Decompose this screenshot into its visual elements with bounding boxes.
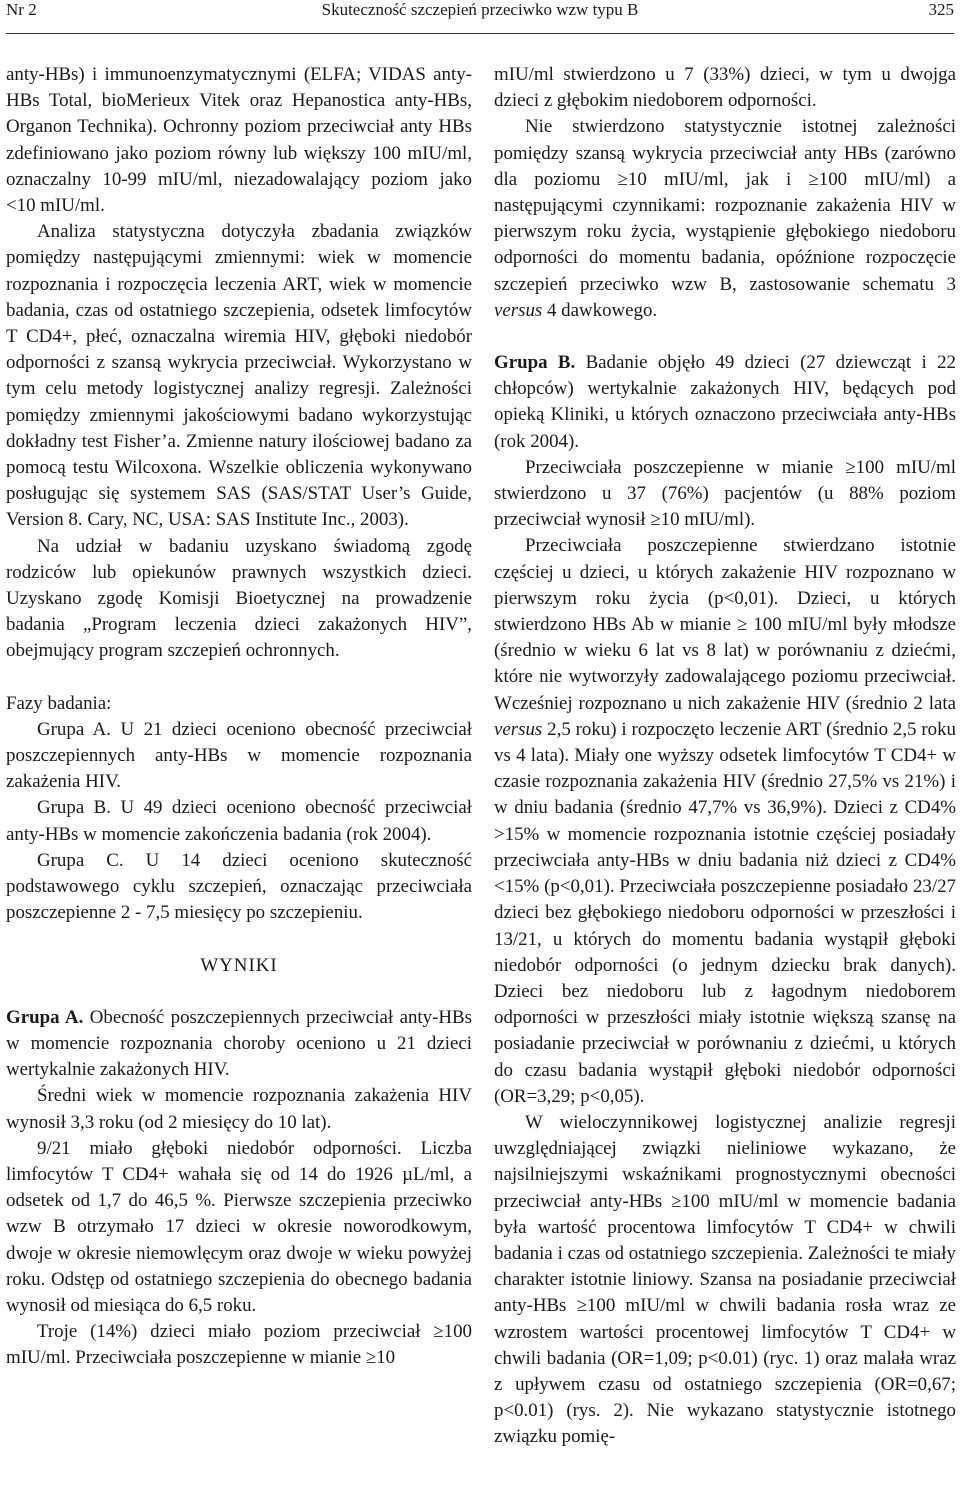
group-a-label: Grupa A. — [6, 1006, 84, 1028]
right-column — [494, 62, 956, 1451]
methods-paragraph-3: Na udział w badaniu uzyskano świadomą zgodę rodziców lub opiekunów prawnych wszystkich dzieci. Uzyskano zgodę Komisji Bioetycznej na prowadzenie badania „Program leczenia dzieci zakażonych HIV”, obejmujący program szczepień ochronnych. — [6, 535, 472, 662]
group-b-p3-part-2: 2,5 roku) i rozpoczęto leczenie ART (średnio 2,5 roku vs 4 lata). Miały one wyższy odsetek limfocytów T CD4+ w czasie rozpoznania zakażenia HIV (średnio 27,5% vs 21%) i w dniu badania (średnio 47,7% vs 36,9%). Dzieci z CD4% >15% w momencie rozpoznania istotnie częściej posiadały przeciwciała anty-HBs w dniu badania niż dzieci z CD4% <15% (p<0,01). Przeciwciała poszczepienne posiadało 23/27 dzieci bez głębokiego niedoboru odporności w przeszłości i 13/21, u których do momentu badania wystąpił głęboki niedobór odporności (o jednym dziecku brak danych). Dzieci bez niedoboru lub z łagodnym niedoborem odporności w przeszłości miały istotnie większą szansę na posiadanie przeciwciał w porównaniu z dziećmi, u których do czasu badania wystąpił głęboki niedobór odporności (OR=3,29; p<0,05). — [494, 718, 956, 1107]
running-title: Skuteczność szczepień przeciwko wzw typu B — [321, 0, 639, 19]
group-b-label: Grupa B. — [494, 352, 576, 374]
results-paragraph-4: Troje (14%) dzieci miało poziom przeciwciał ≥100 mIU/ml. Przeciwciała poszczepienne w mianie ≥10 — [6, 1321, 472, 1369]
results-group-a-intro — [6, 1005, 472, 1084]
methods-paragraph-2: Analiza statystyczna dotyczyła zbadania związków pomiędzy następującymi zmiennymi: wiek w momencie rozpoznania i rozpoczęcia leczenia ART, wiek w momencie badania, czas od ostatniego szczepienia, odsetek limfocytów T CD4+, płeć, oznaczalna wiremia HIV, głęboki niedobór odporności z szansą wykrycia przeciwciał. Wykorzystano w tym celu metody logistycznej analizy regresji. Zależności pomiędzy zmiennymi jakościowymi badano wykorzystując dokładny test Fisher’a. Zmienne natury ilościowej badano za pomocą testu Wilcoxona. Wszelkie obliczenia wykonywano posługując się systemem SAS (SAS/STAT User’s Guide, Version 8. Cary, NC, USA: SAS Institute Inc., 2003). — [6, 221, 472, 531]
phase-group-c: Grupa C. U 14 dzieci oceniono skuteczność podstawowego cyklu szczepień, oznaczając przeciwciała poszczepienne 2 - 7,5 miesięcy po szczepieniu. — [6, 849, 472, 924]
results-group-b-text: Badanie objęło 49 dzieci (27 dziewcząt i 22 chłopców) wertykalnie zakażonych HIV, będących pod opieką Kliniki, u których oznaczono przeciwciała anty-HBs (rok 2004). — [494, 352, 956, 452]
results-multivariate: W wieloczynnikowej logistycznej analizie regresji uwzględniającej związki nieliniowe wykazano, że najsilniejszymi wskaźnikami prognostycznymi obecności przeciwciał anty-HBs ≥100 mIU/ml w momencie badania była wartość procentowa limfocytów T CD4+ w chwili badania i czas od ostatniego szczepienia. Zależności te miały charakter istotnie liniowy. Szansa na posiadanie przeciwciał anty-HBs ≥100 mIU/ml w chwili badania rosła wraz ze wzrostem wartości procentowej limfocytów T CD4+ w chwili badania (OR=1,09; p<0.01) (ryc. 1) oraz malała wraz z upływem czasu od ostatniego szczepienia (OR=0,67; p<0.01) (rys. 2). Nie wykazano statystycznie istotnego związku pomię- — [494, 1111, 956, 1448]
versus-italic: versus — [494, 299, 543, 321]
issue-number: Nr 2 — [6, 0, 37, 19]
results-group-a-text: Obecność poszczepiennych przeciwciał anty-HBs w momencie rozpoznania choroby oceniono u 21 dzieci wertykalnie zakażonych HIV. — [6, 1006, 472, 1081]
phase-group-b: Grupa B. U 49 dzieci oceniono obecność przeciwciał anty-HBs w momencie zakończenia badania (rok 2004). — [6, 797, 472, 845]
methods-paragraph-1: anty-HBs) i immunoenzymatycznymi (ELFA; VIDAS anty-HBs Total, bioMerieux Vitek oraz Hepanostica anty-HBs, Organon Technika). Ochronny poziom przeciwciał anty HBs zdefiniowano jako poziom równy lub większy 100 mIU/ml, oznaczalny 10-99 mIU/ml, niezadowalający poziom jako <10 mIU/ml. — [6, 64, 472, 217]
results-group-b-paragraph-3 — [494, 533, 956, 1109]
header-rule — [6, 33, 954, 34]
phase-group-a: Grupa A. U 21 dzieci oceniono obecność przeciwciał poszczepiennych anty-HBs w momencie rozpoznania zakażenia HIV. — [6, 718, 472, 793]
results-group-b-intro — [494, 350, 956, 455]
running-header — [6, 0, 954, 22]
results-paragraph-3: 9/21 miało głęboki niedobór odporności. Liczba limfocytów T CD4+ wahała się od 14 do 1926 µL/ml, a odsetek od 1,7 do 46,5 %. Pierwsze szczepienia przeciwko wzw B otrzymało 17 dzieci w okresie noworodkowym, dwoje w okresie niemowlęcym oraz dwoje w wieku powyżej roku. Odstęp od ostatniego szczepienia do obecnego badania wynosił od miesiąca do 6,5 roku. — [6, 1137, 472, 1316]
results-group-b-paragraph-2: Przeciwciała poszczepienne w mianie ≥100 mIU/ml stwierdzono u 37 (76%) pacjentów (u 88% poziom przeciwciał wynosił ≥10 mIU/ml). — [494, 456, 956, 531]
page-number: 325 — [928, 0, 954, 19]
left-column — [6, 62, 472, 1372]
versus-italic-2: versus — [494, 718, 543, 740]
group-b-p3-part-1: Przeciwciała poszczepienne stwierdzano istotnie częściej u dzieci, u których zakażenie HIV rozpoznano w pierwszym roku życia (p<0,01). Dzieci, u których stwierdzono HBs Ab w mianie ≥ 100 mIU/ml były młodsze (średnio w wieku 6 lat vs 8 lat) w porównaniu z dziećmi, które nie wytworzyły zadowalającego poziomu przeciwciał. Wcześniej rozpoznano u nich zakażenie HIV (średnio 2 lata — [494, 535, 956, 714]
results-continued: mIU/ml stwierdzono u 7 (33%) dzieci, w tym u dwojga dzieci z głębokim niedoborem odporności. — [494, 64, 956, 112]
results-no-dependency-text: Nie stwierdzono statystycznie istotnej zależności pomiędzy szansą wykrycia przeciwciał anty HBs (zarówno dla poziomu ≥10 mIU/ml, jak i ≥100 mIU/ml) a następującymi czynnikami: rozpoznanie zakażenia HIV w pierwszym roku życia, wystąpienie głębokiego niedoboru odporności do momentu badania, opóźnione rozpoczęcie szczepień przeciwko wzw B, zastosowanie schematu 3 — [494, 116, 956, 295]
results-heading: WYNIKI — [200, 954, 278, 976]
results-no-dependency-end: 4 dawkowego. — [542, 299, 658, 321]
phases-title: Fazy badania: — [6, 692, 112, 714]
results-paragraph-2: Średni wiek w momencie rozpoznania zakażenia HIV wynosił 3,3 roku (od 2 miesięcy do 10 lat). — [6, 1085, 472, 1133]
results-no-dependency — [494, 114, 956, 324]
